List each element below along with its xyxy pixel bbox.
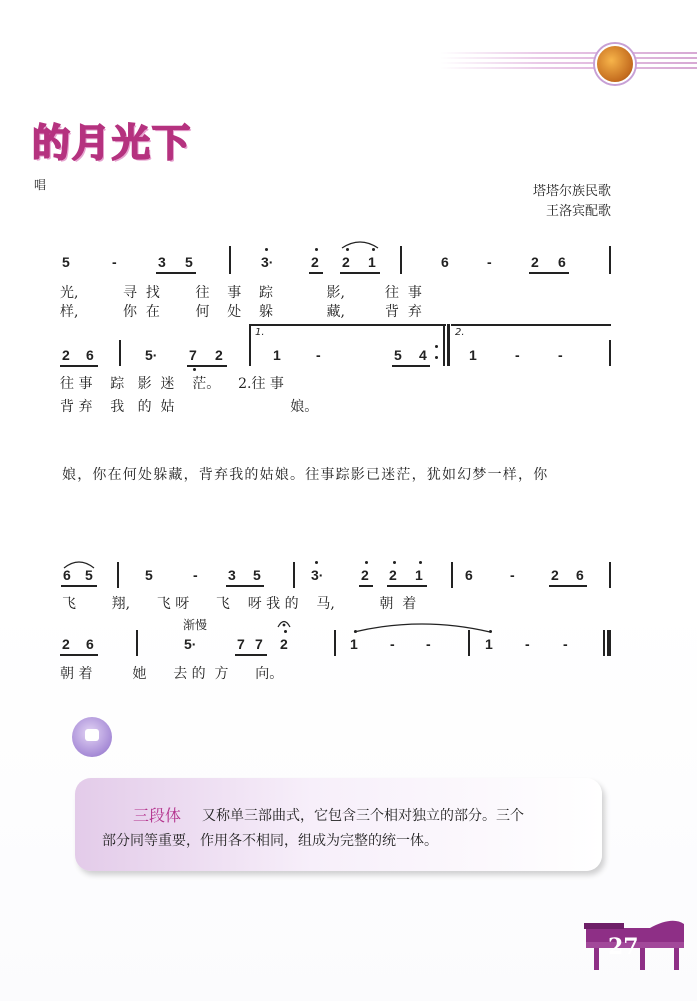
- barline: [451, 562, 453, 588]
- mascot-icon: [72, 717, 112, 757]
- repeat-dot: [435, 356, 438, 359]
- note: -: [525, 636, 530, 652]
- underline: [387, 585, 427, 587]
- singer-label: 唱: [34, 178, 47, 192]
- high-dot: [265, 248, 268, 251]
- note: 2: [62, 347, 70, 363]
- high-dot: [365, 561, 368, 564]
- barline: [293, 562, 295, 588]
- note: -: [193, 567, 198, 583]
- final-barline-thick: [607, 630, 611, 656]
- lyrics-line: 往 事 踪 影 迷 茫。 2.往 事: [60, 376, 284, 392]
- note: -: [390, 636, 395, 652]
- note: 5·: [145, 347, 158, 363]
- barline: [609, 246, 611, 274]
- volta-bracket: [249, 324, 446, 326]
- lyrics-prose: 娘，你在何处躲藏，背弃我的姑娘。往事踪影已迷茫，犹如幻梦一样，你: [62, 467, 549, 483]
- barline: [334, 630, 336, 656]
- note: 1: [415, 567, 423, 583]
- instrument-badge-icon: [595, 44, 635, 84]
- repeat-dot: [435, 345, 438, 348]
- note: 2: [551, 567, 559, 583]
- barline: [249, 324, 251, 366]
- note: 6: [63, 567, 71, 583]
- note: 5: [145, 567, 153, 583]
- barline: [229, 246, 231, 274]
- note: 1: [350, 636, 358, 652]
- volta-label: 1.: [255, 327, 265, 338]
- lyrics-line: 样, 你 在 何 处 躲 藏, 背 弃: [60, 304, 422, 320]
- info-term: 三段体: [133, 806, 182, 825]
- high-dot: [315, 561, 318, 564]
- arranger-credit: 王洛宾配歌: [545, 204, 611, 219]
- lyrics-line: 光, 寻 找 往 事 踪 影, 往 事: [60, 285, 422, 301]
- lyrics-line: 背 弃 我 的 姑 娘。: [60, 399, 319, 415]
- note: 1: [469, 347, 477, 363]
- note: 5: [85, 567, 93, 583]
- note: 7: [189, 347, 197, 363]
- note: -: [426, 636, 431, 652]
- note: 6: [576, 567, 584, 583]
- note: -: [487, 254, 492, 270]
- underline: [156, 272, 196, 274]
- low-dot: [193, 368, 196, 371]
- note: 5·: [184, 636, 197, 652]
- underline: [392, 365, 430, 367]
- header-stripes: [440, 50, 697, 74]
- repeat-barline-thick: [447, 324, 450, 366]
- note: 2: [389, 567, 397, 583]
- note: 6: [558, 254, 566, 270]
- high-dot: [489, 630, 492, 633]
- barline: [119, 340, 121, 366]
- underline: [61, 585, 97, 587]
- slur: [340, 238, 380, 250]
- note: -: [510, 567, 515, 583]
- note: 2: [280, 636, 288, 652]
- note: -: [558, 347, 563, 363]
- note: 5: [185, 254, 193, 270]
- underline: [226, 585, 264, 587]
- note: 7: [237, 636, 245, 652]
- barline: [136, 630, 138, 656]
- note: -: [563, 636, 568, 652]
- note: 5: [394, 347, 402, 363]
- barline: [400, 246, 402, 274]
- info-text: 又称单三部曲式，它包含三个相对独立的部分。三个: [202, 808, 524, 824]
- tempo-mark: 渐慢: [183, 618, 208, 632]
- note: 4: [419, 347, 427, 363]
- note: 1: [273, 347, 281, 363]
- underline: [187, 365, 227, 367]
- barline: [117, 562, 119, 588]
- note: 5: [253, 567, 261, 583]
- info-text: 部分同等重要，作用各不相同，组成为完整的统一体。: [102, 833, 438, 849]
- underline: [309, 272, 323, 274]
- fermata-icon: [277, 618, 291, 628]
- note: 2: [342, 254, 350, 270]
- note: 2: [361, 567, 369, 583]
- underline: [340, 272, 380, 274]
- underline: [529, 272, 569, 274]
- final-barline: [603, 630, 605, 656]
- note: 2: [62, 636, 70, 652]
- high-dot: [419, 561, 422, 564]
- volta-bracket: [451, 324, 611, 326]
- note: 3·: [261, 254, 274, 270]
- note: 5: [62, 254, 70, 270]
- note: -: [112, 254, 117, 270]
- note: 3: [228, 567, 236, 583]
- origin-credit: 塔塔尔族民歌: [532, 184, 611, 199]
- lyrics-line: 飞 翔, 飞 呀 飞 呀 我 的 马, 朝 着: [62, 596, 417, 612]
- barline: [468, 630, 470, 656]
- volta-label: 2.: [455, 327, 465, 338]
- high-dot: [315, 248, 318, 251]
- barline: [609, 340, 611, 366]
- page-number: 27: [608, 934, 639, 960]
- note: 1: [368, 254, 376, 270]
- underline: [60, 654, 98, 656]
- note: 3·: [311, 567, 324, 583]
- underline: [60, 365, 98, 367]
- underline: [235, 654, 267, 656]
- barline: [609, 562, 611, 588]
- note: -: [316, 347, 321, 363]
- note: 2: [311, 254, 319, 270]
- underline: [549, 585, 587, 587]
- note: 2: [531, 254, 539, 270]
- repeat-barline: [443, 324, 445, 366]
- lyrics-line: 朝 着 她 去 的 方 向。: [60, 666, 284, 682]
- note: 3: [158, 254, 166, 270]
- note: 6: [86, 636, 94, 652]
- note: 1: [485, 636, 493, 652]
- note: 6: [86, 347, 94, 363]
- note: 6: [465, 567, 473, 583]
- note: -: [515, 347, 520, 363]
- page-title: 的月光下: [32, 121, 193, 165]
- high-dot: [393, 561, 396, 564]
- high-dot: [284, 630, 287, 633]
- note: 2: [215, 347, 223, 363]
- underline: [359, 585, 373, 587]
- note: 6: [441, 254, 449, 270]
- tie: [352, 620, 492, 634]
- note: 7: [255, 636, 263, 652]
